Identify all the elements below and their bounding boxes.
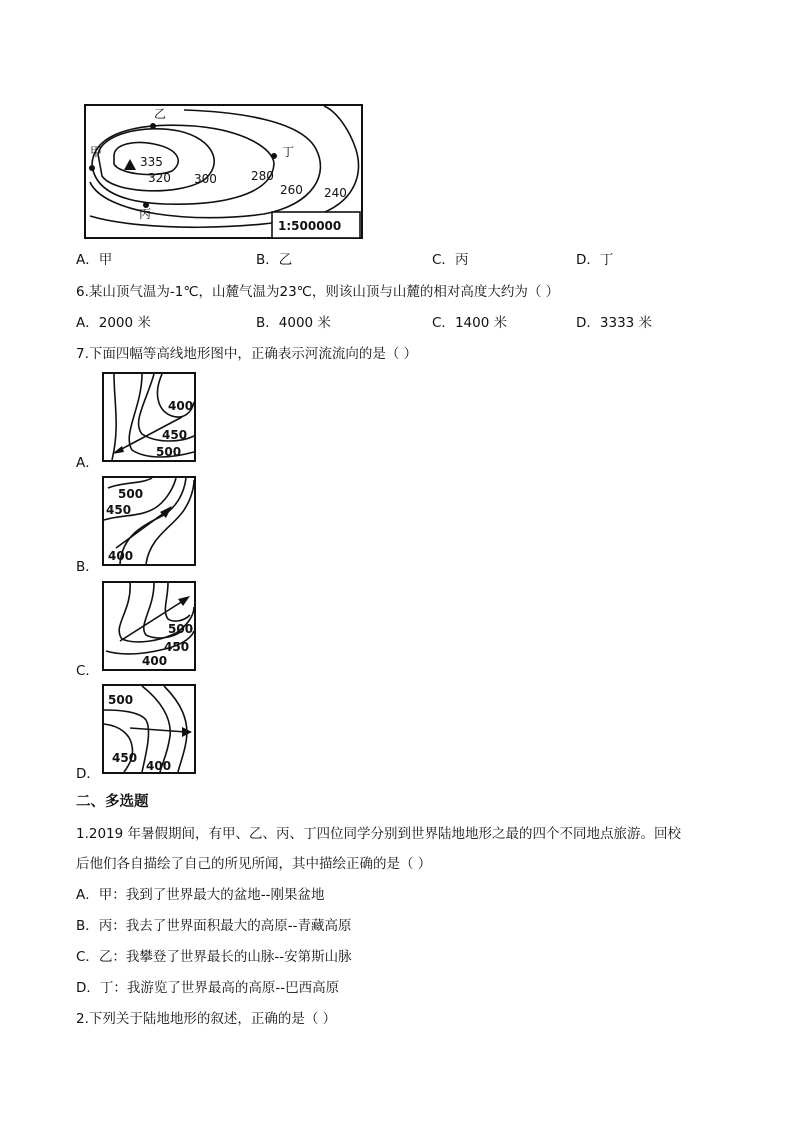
q7-stem: 7.下面四幅等高线地形图中，正确表示河流流向的是（ ） [76, 346, 418, 362]
option-text: 甲 [98, 252, 113, 268]
contour-label: 500 [168, 622, 194, 636]
contour-label-320: 320 [148, 171, 171, 185]
contour-label: 450 [164, 640, 190, 654]
label-ding: 丁 [282, 145, 295, 159]
contour-label: 400 [168, 399, 194, 413]
contour-label-240: 240 [324, 186, 347, 200]
q7-figure-b [102, 476, 196, 566]
contour-label: 400 [146, 759, 172, 773]
section-heading: 二、多选题 [76, 794, 149, 810]
q7-figure-d [102, 684, 196, 774]
contour-label: 400 [108, 549, 134, 563]
s2-q1-stem-line2: 后他们各自描绘了自己的所见所闻，其中描绘正确的是（ ） [76, 856, 432, 872]
label-bing: 丙 [139, 207, 152, 221]
option-letter: D． [576, 252, 600, 268]
option-letter: B． [256, 315, 279, 331]
option-text: 乙：我攀登了世界最长的山脉--安第斯山脉 [98, 949, 352, 965]
option-text: 3333 米 [599, 315, 653, 331]
point-yi [150, 123, 156, 129]
q5-option-b[interactable] [256, 248, 292, 268]
s2-q1-option-d[interactable] [76, 976, 339, 996]
option-text: 2000 米 [98, 315, 151, 331]
s2-q1-option-a[interactable] [76, 883, 325, 903]
label-yi: 乙 [154, 107, 167, 121]
contour-label: 500 [108, 693, 134, 707]
option-text: 丙：我去了世界面积最大的高原--青藏高原 [98, 918, 352, 934]
contour-label: 500 [156, 445, 182, 459]
option-letter: A． [76, 315, 99, 331]
contour-label-260: 260 [280, 183, 303, 197]
contour-label: 450 [112, 751, 138, 765]
q7-figure-c [102, 581, 196, 671]
option-letter: B． [76, 918, 99, 934]
option-letter: A． [76, 252, 99, 268]
s2-q1-option-c[interactable] [76, 945, 352, 965]
option-text: 丙 [454, 252, 469, 268]
option-letter: D． [576, 315, 600, 331]
q7-option-b[interactable]: B． [76, 559, 99, 575]
q5-option-d[interactable] [576, 248, 613, 268]
s2-q2-stem: 2.下列关于陆地地形的叙述，正确的是（ ） [76, 1011, 337, 1027]
contour-map-q5 [84, 104, 364, 240]
q7-option-d[interactable]: D． [76, 766, 100, 782]
q7-figure-a [102, 372, 196, 462]
option-text: 甲：我到了世界最大的盆地--刚果盆地 [98, 887, 325, 903]
peak-elevation: 335 [140, 155, 163, 169]
q5-option-c[interactable] [432, 248, 468, 268]
point-jia [89, 165, 95, 171]
q6-option-a[interactable] [76, 311, 151, 331]
contour-label: 450 [106, 503, 132, 517]
q5-option-a[interactable] [76, 248, 112, 268]
q6-option-b[interactable] [256, 311, 331, 331]
q6-option-d[interactable] [576, 311, 652, 331]
q6-option-c[interactable] [432, 311, 507, 331]
point-ding [271, 153, 277, 159]
option-text: 丁：我游览了世界最高的高原--巴西高原 [99, 980, 340, 996]
option-letter: A． [76, 887, 99, 903]
option-text: 丁 [599, 252, 614, 268]
contour-label-280: 280 [251, 169, 274, 183]
s2-q1-stem-line1: 1.2019 年暑假期间，有甲、乙、丙、丁四位同学分别到世界陆地地形之最的四个不同地点旅游。回校 [76, 826, 682, 842]
option-letter: B． [256, 252, 279, 268]
q7-option-a[interactable]: A． [76, 455, 99, 471]
s2-q1-option-b[interactable] [76, 914, 352, 934]
option-text: 1400 米 [454, 315, 508, 331]
option-letter: D． [76, 980, 100, 996]
contour-label: 500 [118, 487, 144, 501]
map-scale: 1:500000 [278, 219, 342, 233]
option-letter: C． [432, 252, 455, 268]
label-jia: 甲 [90, 145, 103, 159]
contour-label: 400 [142, 654, 168, 668]
option-text: 4000 米 [278, 315, 331, 331]
option-letter: C． [432, 315, 455, 331]
q7-option-c[interactable]: C． [76, 663, 99, 679]
q6-stem: 6.某山顶气温为-1℃，山麓气温为23℃，则该山顶与山麓的相对高度大约为（ ） [76, 284, 560, 300]
option-text: 乙 [278, 252, 293, 268]
contour-label-300: 300 [194, 172, 217, 186]
option-letter: C． [76, 949, 99, 965]
contour-label: 450 [162, 428, 188, 442]
